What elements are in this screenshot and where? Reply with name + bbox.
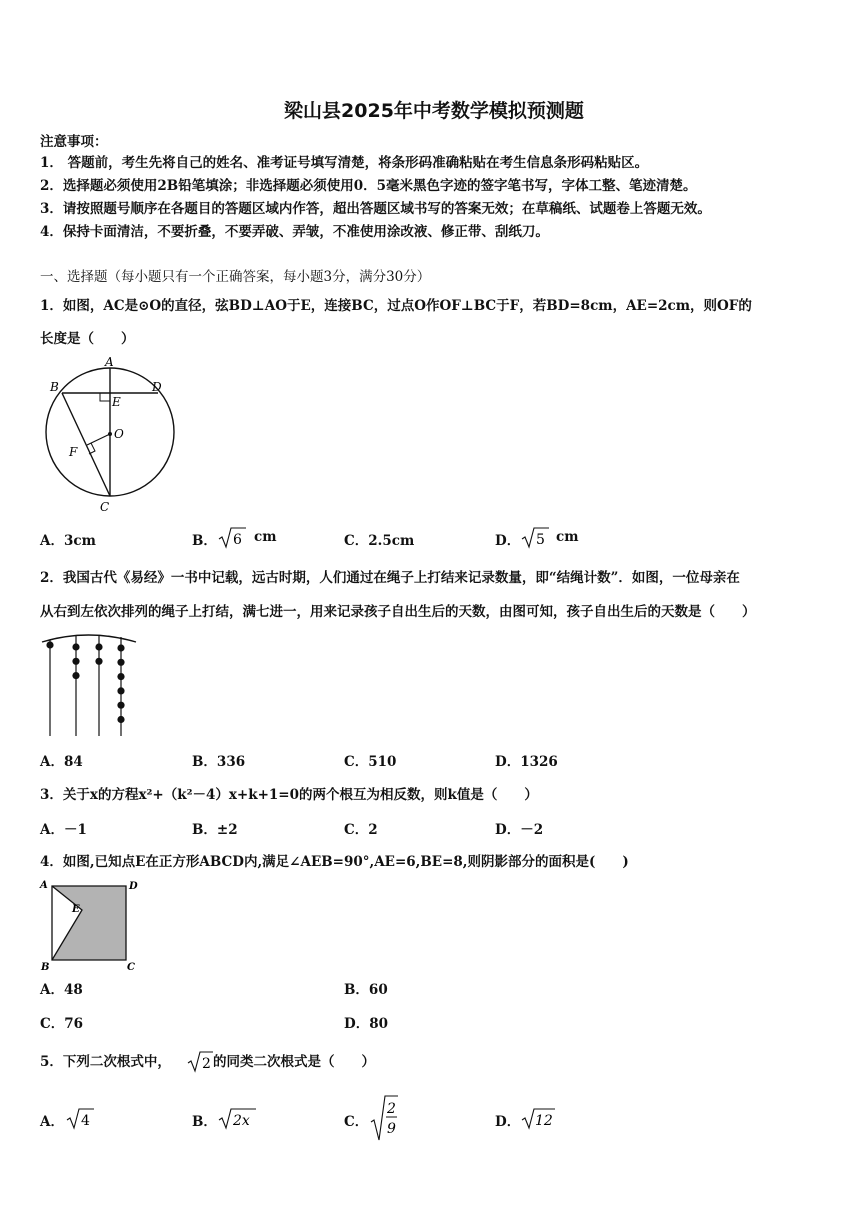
label-b: B	[50, 380, 59, 394]
q5-option-c[interactable]	[344, 1110, 368, 1130]
q1-option-c[interactable]	[344, 529, 414, 549]
notice-item-1: 1． 答题前，考生先将自己的姓名、准考证号填写清楚，将条形码准确粘贴在考生信息条形码粘贴区。	[40, 155, 649, 171]
rope-knot	[117, 716, 124, 723]
option-text: 1326	[520, 754, 558, 770]
label-e: E	[72, 904, 80, 915]
rope-knot	[72, 672, 79, 679]
q2-knot-rope-figure	[40, 628, 140, 738]
label-d: D	[152, 380, 162, 394]
label-a: A	[105, 355, 114, 369]
option-letter: D．	[344, 1016, 370, 1032]
option-letter: B．	[192, 533, 217, 549]
option-text: 80	[369, 1016, 389, 1032]
q1-option-a[interactable]	[40, 529, 96, 549]
option-text: ±2	[216, 822, 238, 838]
q2-option-b[interactable]	[192, 750, 245, 770]
rope-top-bar	[42, 635, 136, 642]
rope-knot	[46, 641, 53, 648]
option-letter: B．	[192, 1114, 217, 1130]
option-letter: A．	[40, 1114, 64, 1130]
rope-knot	[117, 702, 124, 709]
q5-option-b[interactable]	[192, 1110, 217, 1130]
option-text: 48	[63, 982, 83, 998]
rope-knot	[117, 659, 124, 666]
q2-stem-line1: 2．我国古代《易经》一书中记载，远古时期，人们通过在绳子上打结来记录数量，即“结绳计数”．如图，一位母亲在	[40, 570, 740, 586]
q1-option-d-unit: cm	[556, 529, 579, 545]
option-text: 2	[368, 822, 378, 838]
q5-option-a[interactable]	[40, 1110, 64, 1130]
option-letter: C．	[344, 533, 369, 549]
label-d: D	[129, 881, 138, 892]
option-letter: B．	[192, 754, 217, 770]
q1-option-b-unit: cm	[254, 529, 277, 545]
q5-option-b-sqrt	[218, 1107, 258, 1131]
q3-option-d[interactable]	[495, 818, 543, 838]
label-o: O	[114, 427, 124, 441]
q2-option-c[interactable]	[344, 750, 396, 770]
numerator: 2	[387, 1101, 396, 1117]
q4-option-b[interactable]	[344, 978, 388, 998]
option-text: 3cm	[63, 533, 96, 549]
q5-option-a-sqrt	[66, 1107, 96, 1131]
option-letter: C．	[40, 1016, 65, 1032]
option-text: －1	[63, 822, 87, 838]
label-f: F	[69, 445, 78, 459]
q4-square-figure	[38, 876, 142, 976]
q1-option-d[interactable]	[495, 529, 520, 549]
option-letter: B．	[192, 822, 217, 838]
center-point	[108, 432, 112, 436]
right-angle-e	[100, 393, 110, 401]
q1-option-b[interactable]	[192, 529, 217, 549]
q5-stem-sqrt	[187, 1050, 215, 1074]
q3-stem: 3．关于x的方程x²+（k²－4）x+k+1=0的两个根互为相反数，则k值是（ ）	[40, 787, 538, 803]
option-text: 84	[63, 754, 83, 770]
rope-knot	[117, 687, 124, 694]
option-letter: B．	[344, 982, 369, 998]
option-letter: C．	[344, 1114, 369, 1130]
q3-option-c[interactable]	[344, 818, 378, 838]
option-text: 336	[216, 754, 246, 770]
q1-circle-figure	[40, 356, 180, 516]
option-text: 60	[368, 982, 388, 998]
rope-knot	[72, 658, 79, 665]
option-letter: A．	[40, 533, 64, 549]
rope-knot	[117, 673, 124, 680]
notice-item-4: 4．保持卡面清洁，不要折叠，不要弄破、弄皱，不准使用涂改液、修正带、刮纸刀。	[40, 224, 549, 240]
q5-option-d[interactable]	[495, 1110, 520, 1130]
radicand: 4	[81, 1113, 90, 1129]
label-a: A	[40, 880, 48, 891]
shaded-region	[52, 886, 126, 960]
option-letter: D．	[495, 533, 521, 549]
option-letter: A．	[40, 982, 64, 998]
option-letter: D．	[495, 1114, 521, 1130]
q4-option-c[interactable]	[40, 1012, 83, 1032]
q3-option-b[interactable]	[192, 818, 238, 838]
radicand: 5	[536, 532, 545, 548]
option-text: 76	[64, 1016, 84, 1032]
section-heading: 一、选择题（每小题只有一个正确答案，每小题3分，满分30分）	[40, 269, 431, 285]
radicand: 2x	[233, 1113, 250, 1129]
radicand: 6	[233, 532, 242, 548]
q1-option-b-sqrt	[218, 526, 248, 550]
q2-option-a[interactable]	[40, 750, 83, 770]
option-text: 510	[368, 754, 397, 770]
q5-option-c-sqrt-fraction	[370, 1094, 400, 1144]
rope-knot	[95, 643, 102, 650]
rope-knot	[72, 643, 79, 650]
denominator: 9	[387, 1121, 396, 1137]
segment-of	[87, 434, 110, 445]
option-letter: A．	[40, 822, 64, 838]
option-text: 2.5cm	[368, 533, 415, 549]
option-letter: D．	[495, 822, 521, 838]
q5-stem-prefix: 5．下列二次根式中，	[40, 1054, 171, 1070]
option-letter: A．	[40, 754, 64, 770]
q4-stem: 4．如图,已知点E在正方形ABCD内,满足∠AEB=90°,AE=6,BE=8,则阴影部分的面积是( )	[40, 854, 629, 870]
notice-heading: 注意事项：	[40, 134, 108, 150]
option-letter: C．	[344, 754, 369, 770]
option-text: －2	[520, 822, 544, 838]
q2-stem-line2: 从右到左依次排列的绳子上打结，满七进一，用来记录孩子自出生后的天数，由图可知，孩子自出生后的天数是（ ）	[40, 604, 756, 620]
q3-option-a[interactable]	[40, 818, 87, 838]
q5-stem-suffix: 的同类二次根式是（ ）	[213, 1054, 375, 1070]
page-title: 梁山县2025年中考数学模拟预测题	[284, 100, 584, 122]
label-b: B	[41, 962, 50, 973]
rope-knot	[95, 658, 102, 665]
q1-option-d-sqrt	[521, 526, 551, 550]
q4-option-d[interactable]	[344, 1012, 388, 1032]
radicand: 2	[202, 1056, 211, 1072]
notice-item-3: 3．请按照题号顺序在各题目的答题区域内作答，超出答题区域书写的答案无效；在草稿纸、试题卷上答题无效。	[40, 201, 711, 217]
label-c: C	[127, 962, 135, 973]
label-c: C	[100, 500, 110, 514]
option-letter: C．	[344, 822, 369, 838]
q4-option-a[interactable]	[40, 978, 83, 998]
q1-stem-line2: 长度是（ ）	[40, 331, 135, 347]
rope-knot	[117, 644, 124, 651]
q5-option-d-sqrt	[521, 1107, 557, 1131]
q2-option-d[interactable]	[495, 750, 558, 770]
notice-item-2: 2．选择题必须使用2B铅笔填涂；非选择题必须使用0．5毫米黑色字迹的签字笔书写，字体工整、笔迹清楚。	[40, 178, 697, 194]
option-letter: D．	[495, 754, 521, 770]
label-e: E	[112, 395, 121, 409]
radicand: 12	[535, 1113, 553, 1129]
q1-stem-line1: 1．如图，AC是⊙O的直径，弦BD⊥AO于E，连接BC，过点O作OF⊥BC于F，若BD=8cm，AE=2cm，则OF的	[40, 298, 752, 314]
